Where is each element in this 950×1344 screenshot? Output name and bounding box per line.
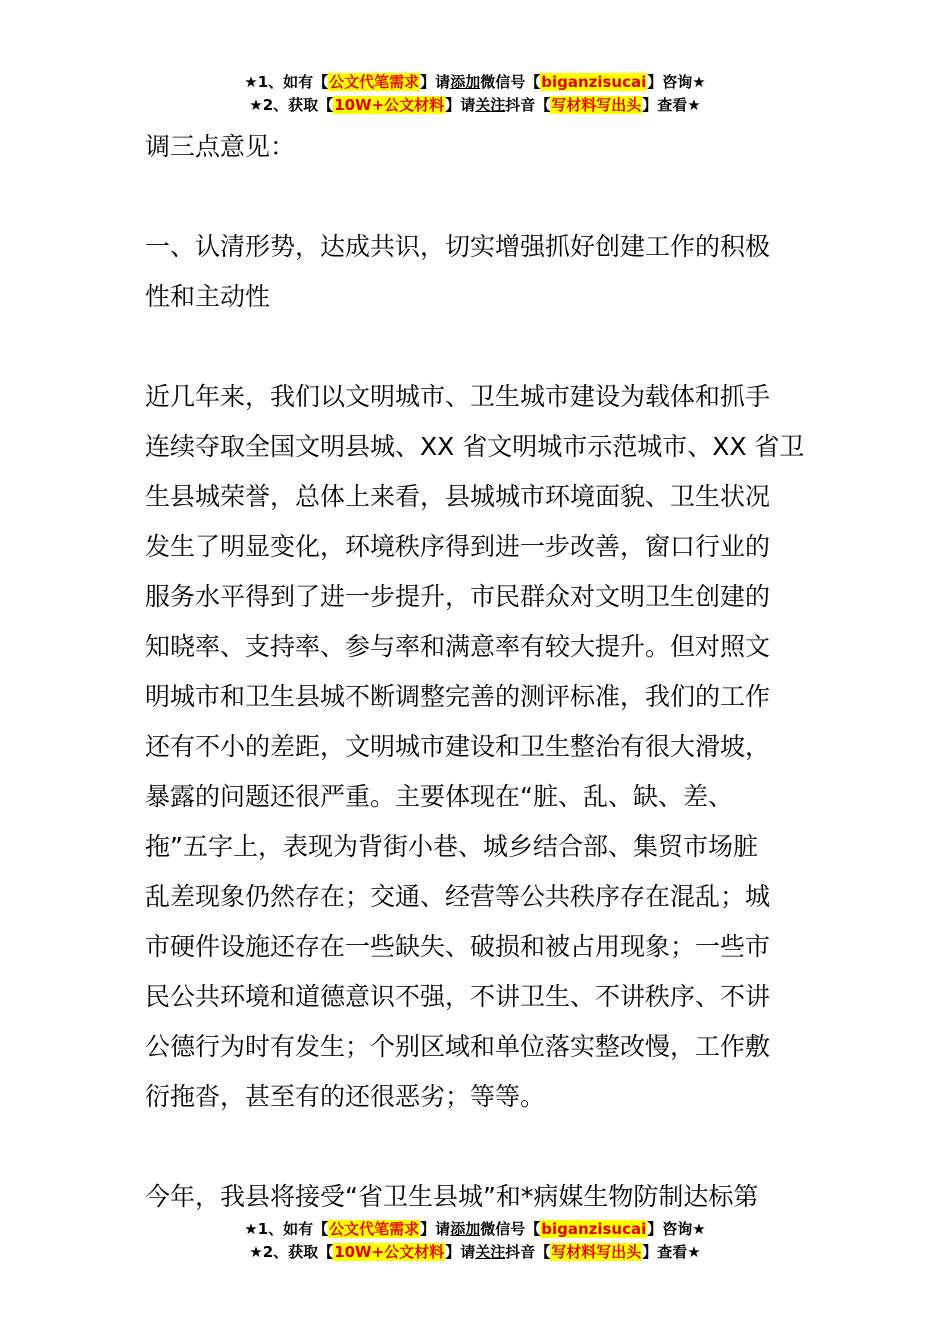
banner-text: 】请 — [445, 1243, 476, 1261]
document-body — [145, 122, 809, 1222]
body-line: 连续夺取全国文明县城、XX 省文明城市示范城市、XX 省卫 — [145, 432, 805, 461]
section-heading: 一、认清形势，达成共识，切实增强抓好创建工作的积极 — [145, 232, 771, 261]
body-line: 明城市和卫生县城不断调整完善的测评标准，我们的工作 — [145, 682, 771, 711]
highlight-text: biganzisucai — [541, 73, 647, 91]
banner-text: ★2、获取【 — [249, 1243, 334, 1261]
banner-line-2 — [0, 94, 950, 117]
banner-text: 抖音【 — [505, 96, 551, 114]
body-line: 知晓率、支持率、参与率和满意率有较大提升。但对照文 — [145, 632, 771, 661]
banner-text: 】请 — [420, 1220, 451, 1238]
body-line: 市硬件设施还存在一些缺失、破损和被占用现象；一些市 — [145, 932, 771, 961]
body-line: 民公共环境和道德意识不强，不讲卫生、不讲秩序、不讲 — [145, 982, 771, 1011]
highlight-text: 写材料写出头 — [551, 1243, 642, 1261]
underlined-text: 添加 — [450, 1220, 481, 1238]
body-line: 服务水平得到了进一步提升，市民群众对文明卫生创建的 — [145, 582, 771, 611]
banner-text: 】请 — [445, 96, 476, 114]
banner-line-1 — [0, 1218, 950, 1241]
body-line: 暴露的问题还很严重。主要体现在“脏、乱、缺、差、 — [145, 782, 733, 811]
banner-text: 】咨询★ — [647, 73, 706, 91]
banner-text: ★1、如有【 — [244, 1220, 329, 1238]
body-line: 今年，我县将接受“省卫生县城”和*病媒生物防制达标第 — [145, 1182, 759, 1211]
banner-text: 微信号【 — [480, 73, 541, 91]
body-line: 还有不小的差距，文明城市建设和卫生整治有很大滑坡， — [145, 732, 771, 761]
banner-line-1 — [0, 71, 950, 94]
body-line: 拖”五字上，表现为背街小巷、城乡结合部、集贸市场脏 — [145, 832, 758, 861]
banner-text: 】查看★ — [642, 96, 701, 114]
underlined-text: 关注 — [475, 96, 506, 114]
footer-banner — [0, 1218, 950, 1264]
body-line: 调三点意见： — [145, 132, 296, 161]
banner-text: 】请 — [420, 73, 451, 91]
section-heading: 性和主动性 — [145, 282, 271, 311]
highlight-text: 10W+公文材料 — [334, 1243, 445, 1261]
body-line: 衍拖沓，甚至有的还很恶劣；等等。 — [145, 1082, 546, 1111]
paragraph-gap — [145, 172, 809, 222]
banner-line-2 — [0, 1241, 950, 1264]
underlined-text: 关注 — [475, 1243, 506, 1261]
banner-text: 抖音【 — [505, 1243, 551, 1261]
body-line: 乱差现象仍然存在；交通、经营等公共秩序存在混乱；城 — [145, 882, 771, 911]
banner-text: 】查看★ — [642, 1243, 701, 1261]
banner-text: ★2、获取【 — [249, 96, 334, 114]
highlight-text: biganzisucai — [541, 1220, 647, 1238]
header-banner — [0, 71, 950, 117]
highlight-text: 公文代笔需求 — [329, 1220, 420, 1238]
paragraph-gap — [145, 322, 809, 372]
body-line: 发生了明显变化，环境秩序得到进一步改善，窗口行业的 — [145, 532, 771, 561]
underlined-text: 添加 — [450, 73, 481, 91]
highlight-text: 写材料写出头 — [551, 96, 642, 114]
banner-text: 微信号【 — [480, 1220, 541, 1238]
highlight-text: 10W+公文材料 — [334, 96, 445, 114]
highlight-text: 公文代笔需求 — [329, 73, 420, 91]
paragraph-gap — [145, 1122, 809, 1172]
banner-text: ★1、如有【 — [244, 73, 329, 91]
body-line: 公德行为时有发生；个别区域和单位落实整改慢，工作敷 — [145, 1032, 771, 1061]
body-line: 生县城荣誉，总体上来看，县城城市环境面貌、卫生状况 — [145, 482, 771, 511]
banner-text: 】咨询★ — [647, 1220, 706, 1238]
body-line: 近几年来，我们以文明城市、卫生城市建设为载体和抓手 — [145, 382, 771, 411]
